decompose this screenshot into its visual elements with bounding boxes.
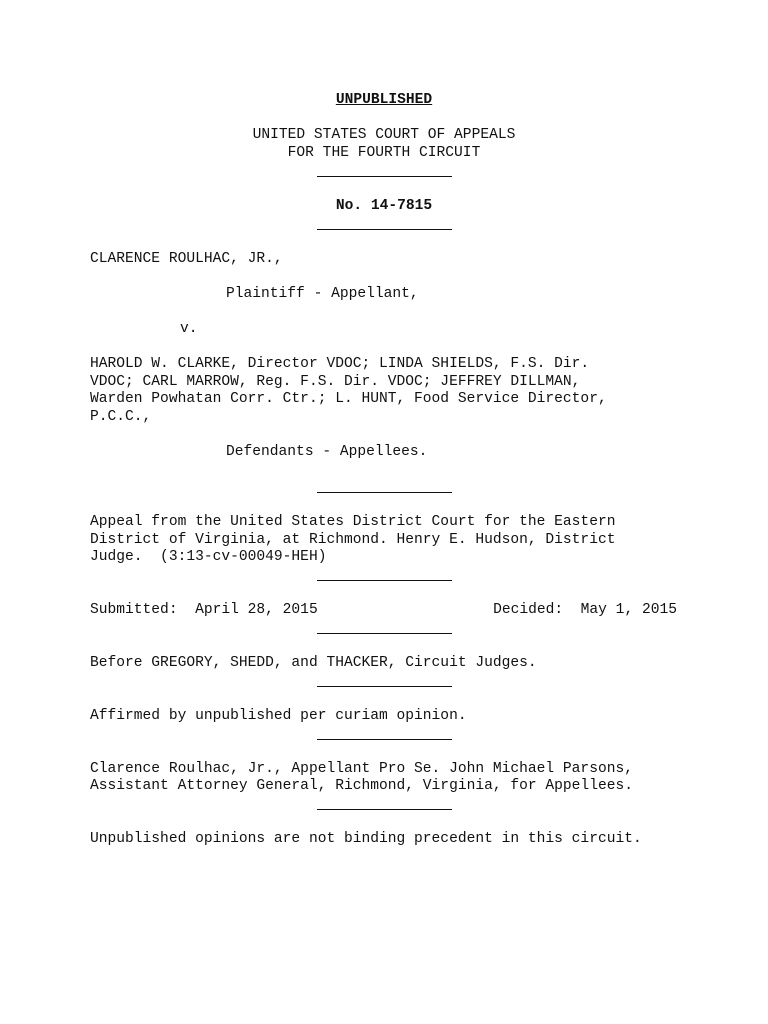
dates-row <box>90 602 677 620</box>
divider-rule <box>317 739 452 740</box>
appeal-line: Judge. (3:13-cv-00049-HEH) <box>90 549 327 565</box>
case-number: No. 14-7815 <box>335 198 433 214</box>
defendants-role: Defendants - Appellees. <box>226 444 428 460</box>
divider-rule <box>317 686 452 687</box>
defendants-line: HAROLD W. CLARKE, Director VDOC; LINDA SHIELDS, F.S. Dir. <box>90 356 590 372</box>
plaintiff-role: Plaintiff - Appellant, <box>226 286 419 302</box>
panel-judges: Before GREGORY, SHEDD, and THACKER, Circuit Judges. <box>90 655 537 671</box>
divider-rule <box>317 176 452 177</box>
appeal-line: Appeal from the United States District Court for the Eastern <box>90 514 616 530</box>
court-name-line1: UNITED STATES COURT OF APPEALS <box>252 127 516 143</box>
appeal-line: District of Virginia, at Richmond. Henry E. Hudson, District <box>90 532 616 548</box>
defendants-line: Warden Powhatan Corr. Ctr.; L. HUNT, Food Service Director, <box>90 391 607 407</box>
publication-status: UNPUBLISHED <box>335 92 433 108</box>
divider-rule <box>317 580 452 581</box>
court-name-line2: FOR THE FOURTH CIRCUIT <box>287 145 481 161</box>
versus: v. <box>180 321 198 337</box>
defendants-line: P.C.C., <box>90 409 152 425</box>
decided-date: Decided: May 1, 2015 <box>493 602 677 618</box>
divider-rule <box>317 229 452 230</box>
counsel-line: Assistant Attorney General, Richmond, Virginia, for Appellees. <box>90 778 633 794</box>
submitted-date: Submitted: April 28, 2015 <box>90 602 318 618</box>
plaintiff-name: CLARENCE ROULHAC, JR., <box>90 251 283 267</box>
divider-rule <box>317 809 452 810</box>
counsel-line: Clarence Roulhac, Jr., Appellant Pro Se. John Michael Parsons, <box>90 761 633 777</box>
disposition: Affirmed by unpublished per curiam opinion. <box>90 708 467 724</box>
defendants-line: VDOC; CARL MARROW, Reg. F.S. Dir. VDOC; JEFFREY DILLMAN, <box>90 374 581 390</box>
precedent-note: Unpublished opinions are not binding precedent in this circuit. <box>90 831 642 847</box>
divider-rule <box>317 492 452 493</box>
divider-rule <box>317 633 452 634</box>
